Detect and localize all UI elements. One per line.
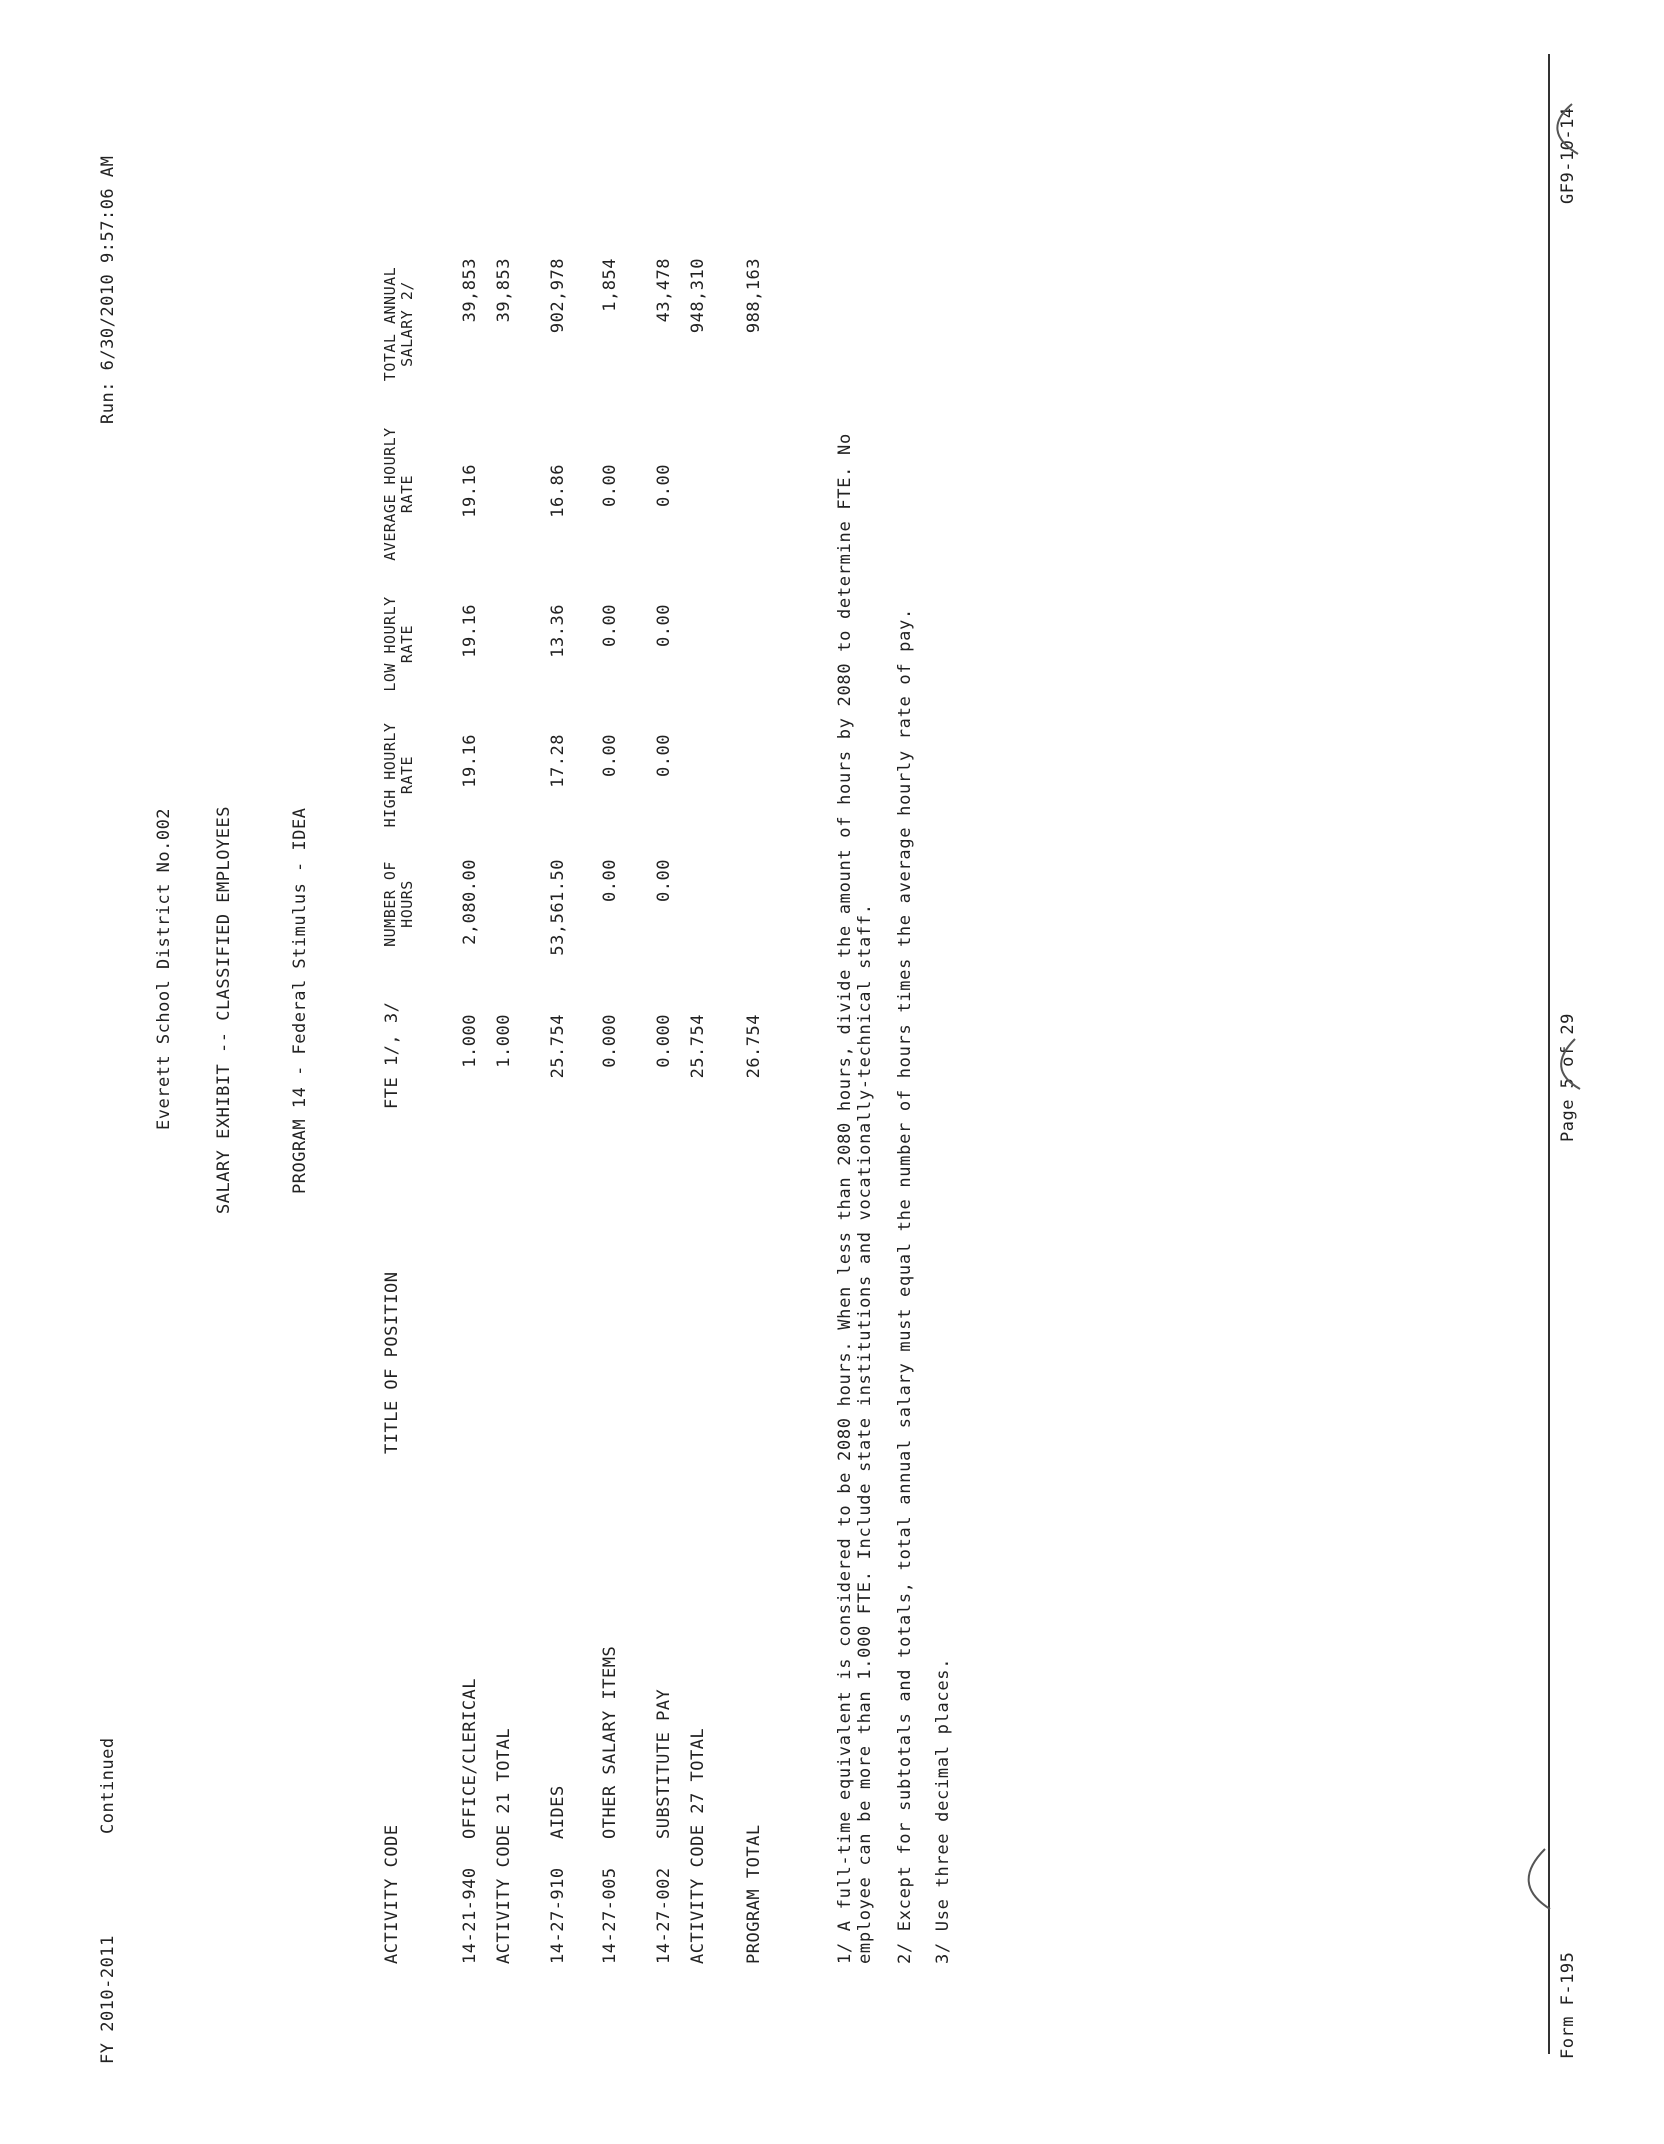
program-title: PROGRAM 14 - Federal Stimulus - IDEA bbox=[290, 807, 310, 1194]
row-subtotal-label: ACTIVITY CODE 27 TOTAL bbox=[688, 1727, 708, 1964]
row-hours: 2,080.00 bbox=[460, 859, 480, 945]
footnote-1-line-1: 1/ A full-time equivalent is considered to be 2080 hours. When less than 2080 hours, divide the amount of hours by 2080 to determine FTE. No bbox=[835, 433, 855, 1964]
run-timestamp: Run: 6/30/2010 9:57:06 AM bbox=[98, 155, 118, 424]
col-activity-code: ACTIVITY CODE bbox=[382, 1824, 402, 1964]
continued-label: Continued bbox=[98, 1737, 118, 1834]
row-fte: 26.754 bbox=[744, 1014, 764, 1079]
row-total-salary: 1,854 bbox=[600, 258, 620, 312]
form-code: GF9-10-14 bbox=[1558, 107, 1578, 204]
row-hours: 53,561.50 bbox=[548, 859, 568, 956]
row-program-total-label: PROGRAM TOTAL bbox=[744, 1824, 764, 1964]
row-activity-code: 14-27-005 bbox=[600, 1867, 620, 1964]
row-total-salary: 902,978 bbox=[548, 258, 568, 334]
row-hours: 0.00 bbox=[654, 859, 674, 902]
pen-mark-code-icon bbox=[1540, 99, 1590, 159]
col-average-hourly-rate: AVERAGE HOURLY RATE bbox=[381, 427, 416, 561]
col-low-hourly-rate: LOW HOURLY RATE bbox=[381, 596, 416, 692]
row-fte: 1.000 bbox=[494, 1014, 514, 1068]
page-number: Page 5 of 29 bbox=[1558, 1013, 1578, 1142]
col-title-of-position: TITLE OF POSITION bbox=[382, 1271, 402, 1454]
row-total-salary: 39,853 bbox=[460, 258, 480, 323]
row-high-rate: 19.16 bbox=[460, 734, 480, 788]
exhibit-title: SALARY EXHIBIT -- CLASSIFIED EMPLOYEES bbox=[214, 806, 234, 1214]
pen-mark-form-icon bbox=[1500, 1844, 1560, 1914]
row-activity-code: 14-27-910 bbox=[548, 1867, 568, 1964]
row-total-salary: 43,478 bbox=[654, 258, 674, 323]
col-number-of-hours: NUMBER OF HOURS bbox=[381, 861, 416, 947]
row-avg-rate: 0.00 bbox=[600, 464, 620, 507]
row-title: SUBSTITUTE PAY bbox=[654, 1688, 674, 1839]
row-avg-rate: 19.16 bbox=[460, 464, 480, 518]
row-fte: 0.000 bbox=[654, 1014, 674, 1068]
district-name: Everett School District No.002 bbox=[154, 807, 174, 1130]
footnote-2: 2/ Except for subtotals and totals, total annual salary must equal the number of hours times the average hourly rate of pay. bbox=[895, 608, 915, 1964]
row-high-rate: 0.00 bbox=[600, 734, 620, 777]
row-fte: 25.754 bbox=[548, 1014, 568, 1079]
row-title: AIDES bbox=[548, 1785, 568, 1839]
row-fte: 0.000 bbox=[600, 1014, 620, 1068]
row-title: OFFICE/CLERICAL bbox=[460, 1677, 480, 1839]
row-total-salary: 39,853 bbox=[494, 258, 514, 323]
row-title: OTHER SALARY ITEMS bbox=[600, 1645, 620, 1839]
footnote-1-line-2: employee can be more than 1.000 FTE. Include state institutions and vocationally-technical staff. bbox=[855, 903, 875, 1964]
row-fte: 1.000 bbox=[460, 1014, 480, 1068]
row-low-rate: 0.00 bbox=[654, 604, 674, 647]
col-total-annual-salary: TOTAL ANNUAL SALARY 2/ bbox=[381, 266, 416, 382]
row-activity-code: 14-27-002 bbox=[654, 1867, 674, 1964]
row-high-rate: 17.28 bbox=[548, 734, 568, 788]
row-high-rate: 0.00 bbox=[654, 734, 674, 777]
row-total-salary: 948,310 bbox=[688, 258, 708, 334]
row-low-rate: 19.16 bbox=[460, 604, 480, 658]
row-activity-code: 14-21-940 bbox=[460, 1867, 480, 1964]
row-avg-rate: 16.86 bbox=[548, 464, 568, 518]
pen-mark-page-icon bbox=[1540, 1034, 1590, 1094]
col-high-hourly-rate: HIGH HOURLY RATE bbox=[381, 722, 416, 828]
form-number: Form F-195 bbox=[1558, 1951, 1578, 2059]
footnote-3: 3/ Use three decimal places. bbox=[933, 1657, 953, 1964]
row-low-rate: 0.00 bbox=[600, 604, 620, 647]
row-fte: 25.754 bbox=[688, 1014, 708, 1079]
fiscal-year: FY 2010-2011 bbox=[98, 1935, 118, 2064]
row-subtotal-label: ACTIVITY CODE 21 TOTAL bbox=[494, 1727, 514, 1964]
row-hours: 0.00 bbox=[600, 859, 620, 902]
col-fte: FTE 1/, 3/ bbox=[382, 1001, 402, 1109]
row-total-salary: 988,163 bbox=[744, 258, 764, 334]
row-low-rate: 13.36 bbox=[548, 604, 568, 658]
row-avg-rate: 0.00 bbox=[654, 464, 674, 507]
